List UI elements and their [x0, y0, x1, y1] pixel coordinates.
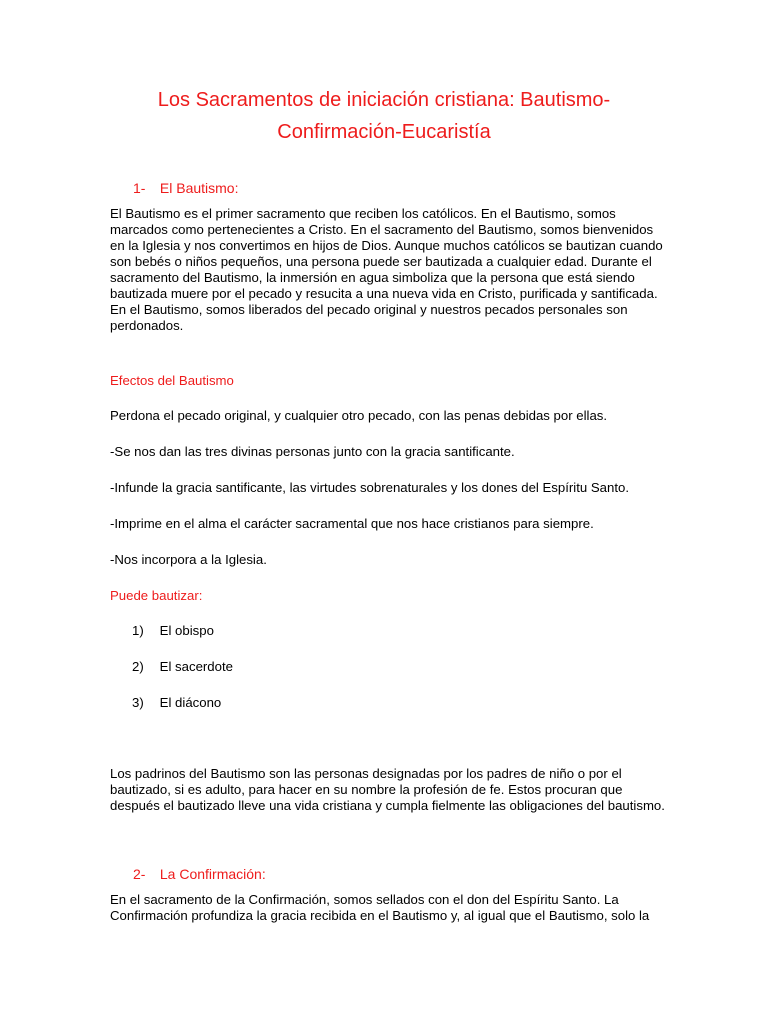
effect-item: -Se nos dan las tres divinas personas junto con la gracia santificante.: [110, 444, 515, 459]
baptism-intro-paragraph: [110, 206, 663, 334]
confirmation-intro-paragraph: [110, 892, 655, 924]
paragraph-line: sacramento del Bautismo, la inmersión en agua simboliza que la persona que está siendo: [110, 270, 635, 285]
paragraph-line: En el sacramento de la Confirmación, somos sellados con el don del Espíritu Santo. La: [110, 892, 619, 907]
list-item-text: El diácono: [159, 695, 222, 710]
effect-item: Perdona el pecado original, y cualquier otro pecado, con las penas debidas por ellas.: [110, 408, 608, 423]
godparents-paragraph: [110, 766, 665, 814]
effect-item: -Imprime en el alma el carácter sacramental que nos hace cristianos para siempre.: [110, 516, 594, 531]
paragraph-line: Confirmación profundiza la gracia recibida en el Bautismo y, al igual que el Bautismo, solo la: [110, 908, 650, 923]
list-item-number: 2): [132, 659, 144, 674]
paragraph-line: bautizada muere por el pecado y resucita a una nueva vida en Cristo, purificada y santificada.: [110, 286, 658, 301]
list-item-text: El sacerdote: [159, 659, 233, 674]
paragraph-line: Los padrinos del Bautismo son las personas designadas por los padres de niño o por el: [110, 766, 622, 781]
list-item: [132, 695, 221, 711]
list-item: [132, 623, 214, 639]
paragraph-line: perdonados.: [110, 318, 184, 333]
list-item-number: 3): [132, 695, 144, 710]
who-can-baptize-heading: Puede bautizar:: [110, 588, 203, 603]
effect-item: -Nos incorpora a la Iglesia.: [110, 552, 267, 567]
section-1-number: 1-: [133, 180, 146, 196]
paragraph-line: En el Bautismo, somos liberados del pecado original y nuestros pecados personales son: [110, 302, 628, 317]
effects-heading: Efectos del Bautismo: [110, 373, 234, 388]
section-2-number: 2-: [133, 866, 146, 882]
document-title-line-1: Los Sacramentos de iniciación cristiana: Bautismo-: [157, 89, 611, 111]
section-1-title: El Bautismo:: [159, 180, 239, 196]
paragraph-line: bautizado, si es adulto, para hacer en su nombre la profesión de fe. Estos procuran que: [110, 782, 623, 797]
section-2-heading: [133, 866, 266, 883]
paragraph-line: después el bautizado lleve una vida cristiana y cumpla fielmente las obligaciones del bautismo.: [110, 798, 665, 813]
effect-item: -Infunde la gracia santificante, las virtudes sobrenaturales y los dones del Espíritu Santo.: [110, 480, 630, 495]
paragraph-line: en la Iglesia y nos convertimos en hijos de Dios. Aunque muchos católicos se bautizan cuando: [110, 238, 663, 253]
list-item: [132, 659, 233, 675]
paragraph-line: marcados como pertenecientes a Cristo. En el sacramento del Bautismo, somos bienvenidos: [110, 222, 654, 237]
list-item-text: El obispo: [159, 623, 214, 638]
section-1-heading: [133, 180, 238, 197]
document-title-line-2: Confirmación-Eucaristía: [277, 121, 491, 143]
list-item-number: 1): [132, 623, 144, 638]
paragraph-line: son bebés o niños pequeños, una persona puede ser bautizada a cualquier edad. Durante el: [110, 254, 652, 269]
section-2-title: La Confirmación:: [159, 866, 266, 882]
paragraph-line: El Bautismo es el primer sacramento que reciben los católicos. En el Bautismo, somos: [110, 206, 616, 221]
